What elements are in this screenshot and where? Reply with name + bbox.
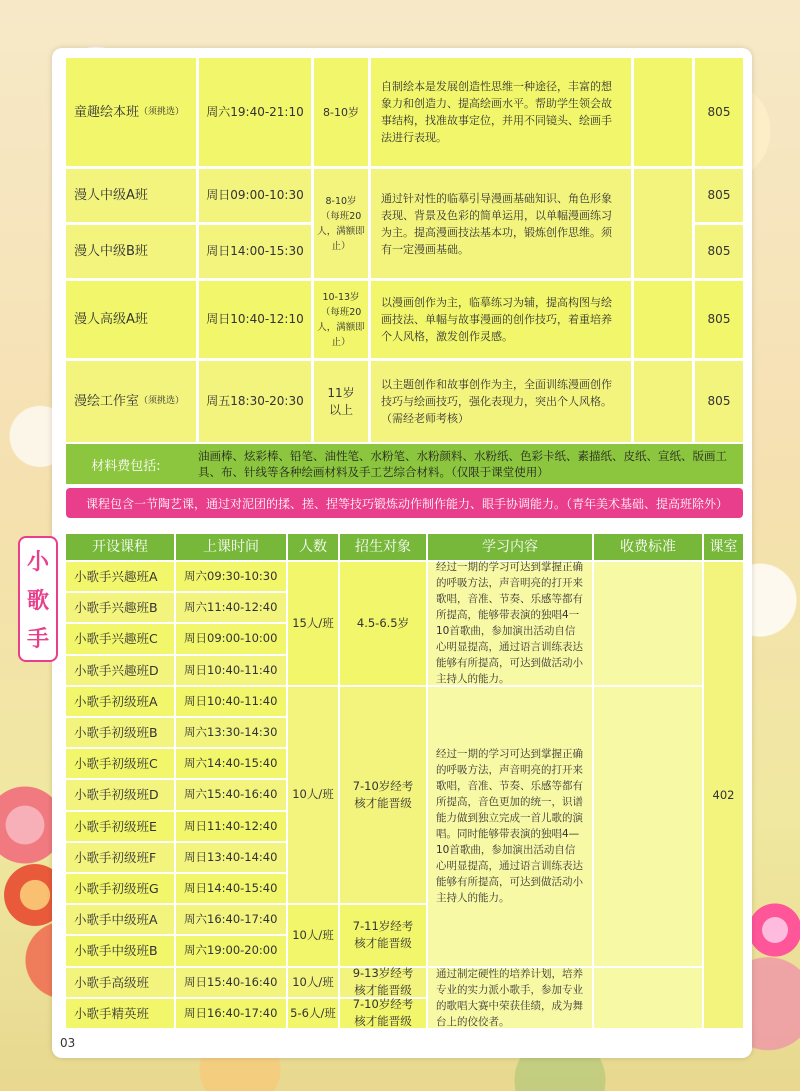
room-cell: 805 bbox=[695, 225, 743, 278]
room-cell: 805 bbox=[695, 169, 743, 222]
header-size: 人数 bbox=[288, 534, 338, 560]
course-name: 童趣绘本班 （须挑选） bbox=[66, 58, 196, 166]
header-time: 上课时间 bbox=[176, 534, 286, 560]
header-target: 招生对象 bbox=[340, 534, 426, 560]
materials-label: 材料费包括: bbox=[91, 458, 161, 474]
course-age: 8-10岁（每班20人，满额即止） bbox=[314, 169, 368, 278]
course-time: 周六19:00-20:00 bbox=[176, 936, 286, 965]
section-label-char: 歌 bbox=[26, 588, 49, 614]
target-age: 7-11岁经考核才能晋级 bbox=[340, 905, 426, 965]
course-time: 周六19:40-21:10 bbox=[199, 58, 311, 166]
course-description: 经过一期的学习可达到掌握正确的呼吸方法，声音明亮的打开来歌唱，音准、节奏、乐感等都有所提高，音色更加的统一，识谱能力做到独立完成一首儿歌的演唱。同时能够带表演的独唱4—10首歌曲，参加演出活动自信心明显提高，通过语言训练表达能够有所提高，可达到做活动小主持人的能力。 bbox=[428, 687, 592, 966]
course-name: 漫绘工作室 （须挑选） bbox=[66, 361, 196, 442]
header-course: 开设课程 bbox=[66, 534, 174, 560]
room-cell: 805 bbox=[695, 281, 743, 358]
room-cell: 805 bbox=[695, 58, 743, 166]
room-cell: 805 bbox=[695, 361, 743, 442]
fee-cell bbox=[634, 281, 692, 358]
course-name: 小歌手兴趣班C bbox=[66, 624, 174, 653]
course-name: 小歌手高级班 bbox=[66, 968, 174, 997]
class-size: 10人/班 bbox=[288, 905, 338, 965]
course-time: 周五18:30-20:30 bbox=[199, 361, 311, 442]
course-name: 漫人中级B班 bbox=[66, 225, 196, 278]
fee-cell bbox=[634, 169, 692, 278]
course-name: 小歌手初级班G bbox=[66, 874, 174, 903]
course-name: 小歌手初级班C bbox=[66, 749, 174, 778]
class-size: 15人/班 bbox=[288, 562, 338, 685]
class-size: 5-6人/班 bbox=[288, 999, 338, 1028]
materials-text: 油画棒、炫彩棒、铅笔、油性笔、水粉笔、水粉颜料、水粉纸、色彩卡纸、素描纸、皮纸、宣纸、版画工具、布、针线等各种绘画材料及手工艺综合材料。（仅限于课堂使用） bbox=[198, 449, 727, 479]
course-description: 自制绘本是发展创造性思维一种途径，丰富的想象力和创造力、提高绘画水平。帮助学生领会故事结构，找准故事定位，并用不同镜头、绘画手法进行表现。 bbox=[371, 58, 631, 166]
course-time: 周日14:00-15:30 bbox=[199, 225, 311, 278]
target-age: 7-10岁经考核才能晋级 bbox=[340, 687, 426, 903]
course-age: 8-10岁 bbox=[314, 58, 368, 166]
course-time: 周日16:40-17:40 bbox=[176, 999, 286, 1028]
course-age: 11岁以上 bbox=[314, 361, 368, 442]
course-description: 以主题创作和故事创作为主，全面训练漫画创作技巧与绘画技巧，强化表现力，突出个人风格。（需经老师考核） bbox=[371, 361, 631, 442]
header-content: 学习内容 bbox=[428, 534, 592, 560]
course-time: 周六14:40-15:40 bbox=[176, 749, 286, 778]
course-time: 周日09:00-10:30 bbox=[199, 169, 311, 222]
section-label-char: 小 bbox=[26, 550, 49, 576]
course-time: 周六15:40-16:40 bbox=[176, 780, 286, 809]
materials-bar bbox=[66, 444, 743, 484]
course-time: 周日14:40-15:40 bbox=[176, 874, 286, 903]
course-name: 小歌手兴趣班B bbox=[66, 593, 174, 622]
course-name: 漫人中级A班 bbox=[66, 169, 196, 222]
course-time: 周日10:40-11:40 bbox=[176, 656, 286, 685]
course-time: 周日11:40-12:40 bbox=[176, 812, 286, 841]
course-name: 小歌手中级班B bbox=[66, 936, 174, 965]
course-time: 周六16:40-17:40 bbox=[176, 905, 286, 934]
fee-cell bbox=[634, 361, 692, 442]
header-fee: 收费标准 bbox=[594, 534, 702, 560]
course-name: 小歌手兴趣班A bbox=[66, 562, 174, 591]
course-time: 周六11:40-12:40 bbox=[176, 593, 286, 622]
course-description: 经过一期的学习可达到掌握正确的呼吸方法，声音明亮的打开来歌唱，音准、节奏、乐感等都有所提高，能够带表演的独唱4一10首歌曲，参加演出活动自信心明显提高，通过语言训练表达能够有所提高，可达到做活动小主持人的能力。 bbox=[428, 562, 592, 685]
section-label-char: 手 bbox=[26, 626, 49, 652]
section-label bbox=[18, 536, 58, 662]
target-age: 4.5-6.5岁 bbox=[340, 562, 426, 685]
room-cell: 402 bbox=[704, 562, 743, 1028]
header-room: 课室 bbox=[704, 534, 743, 560]
target-age: 9-13岁经考核才能晋级 bbox=[340, 968, 426, 997]
course-name: 漫人高级A班 bbox=[66, 281, 196, 358]
course-name: 小歌手兴趣班D bbox=[66, 656, 174, 685]
course-name: 小歌手初级班E bbox=[66, 812, 174, 841]
class-size: 10人/班 bbox=[288, 968, 338, 997]
course-description: 通过制定硬性的培养计划，培养专业的实力派小歌手，参加专业的歌唱大赛中荣获佳绩，成为舞台上的佼佼者。 bbox=[428, 968, 592, 1028]
decorative-flower bbox=[745, 900, 800, 960]
page-number: 03 bbox=[60, 1036, 76, 1050]
course-name: 小歌手精英班 bbox=[66, 999, 174, 1028]
course-age: 10-13岁（每班20人，满额即止） bbox=[314, 281, 368, 358]
target-age: 7-10岁经考核才能晋级 bbox=[340, 999, 426, 1028]
course-name: 小歌手初级班A bbox=[66, 687, 174, 716]
course-description: 以漫画创作为主，临摹练习为辅，提高构图与绘画技法、单幅与故事漫画的创作技巧，着重培养个人风格，激发创作灵感。 bbox=[371, 281, 631, 358]
course-description: 通过针对性的临摹引导漫画基础知识、角色形象表现、背景及色彩的简单运用，以单幅漫画练习为主。提高漫画技法基本功，锻炼创作思维。须有一定漫画基础。 bbox=[371, 169, 631, 278]
course-time: 周日10:40-11:40 bbox=[176, 687, 286, 716]
drawing-course-table bbox=[66, 58, 743, 442]
course-time: 周日13:40-14:40 bbox=[176, 843, 286, 872]
fee-cell bbox=[634, 58, 692, 166]
course-time: 周六09:30-10:30 bbox=[176, 562, 286, 591]
class-size: 10人/班 bbox=[288, 687, 338, 903]
fee-cell bbox=[594, 562, 702, 685]
course-name: 小歌手初级班F bbox=[66, 843, 174, 872]
course-time: 周日15:40-16:40 bbox=[176, 968, 286, 997]
pottery-note: 课程包含一节陶艺课，通过对泥团的揉、搓、捏等技巧锻炼动作制作能力、眼手协调能力。（青年美术基础、提高班除外） bbox=[66, 488, 743, 518]
fee-cell bbox=[594, 968, 702, 1028]
course-time: 周日10:40-12:10 bbox=[199, 281, 311, 358]
course-time: 周日09:00-10:00 bbox=[176, 624, 286, 653]
course-name: 小歌手初级班D bbox=[66, 780, 174, 809]
course-name: 小歌手初级班B bbox=[66, 718, 174, 747]
course-name: 小歌手中级班A bbox=[66, 905, 174, 934]
fee-cell bbox=[594, 687, 702, 966]
course-time: 周六13:30-14:30 bbox=[176, 718, 286, 747]
